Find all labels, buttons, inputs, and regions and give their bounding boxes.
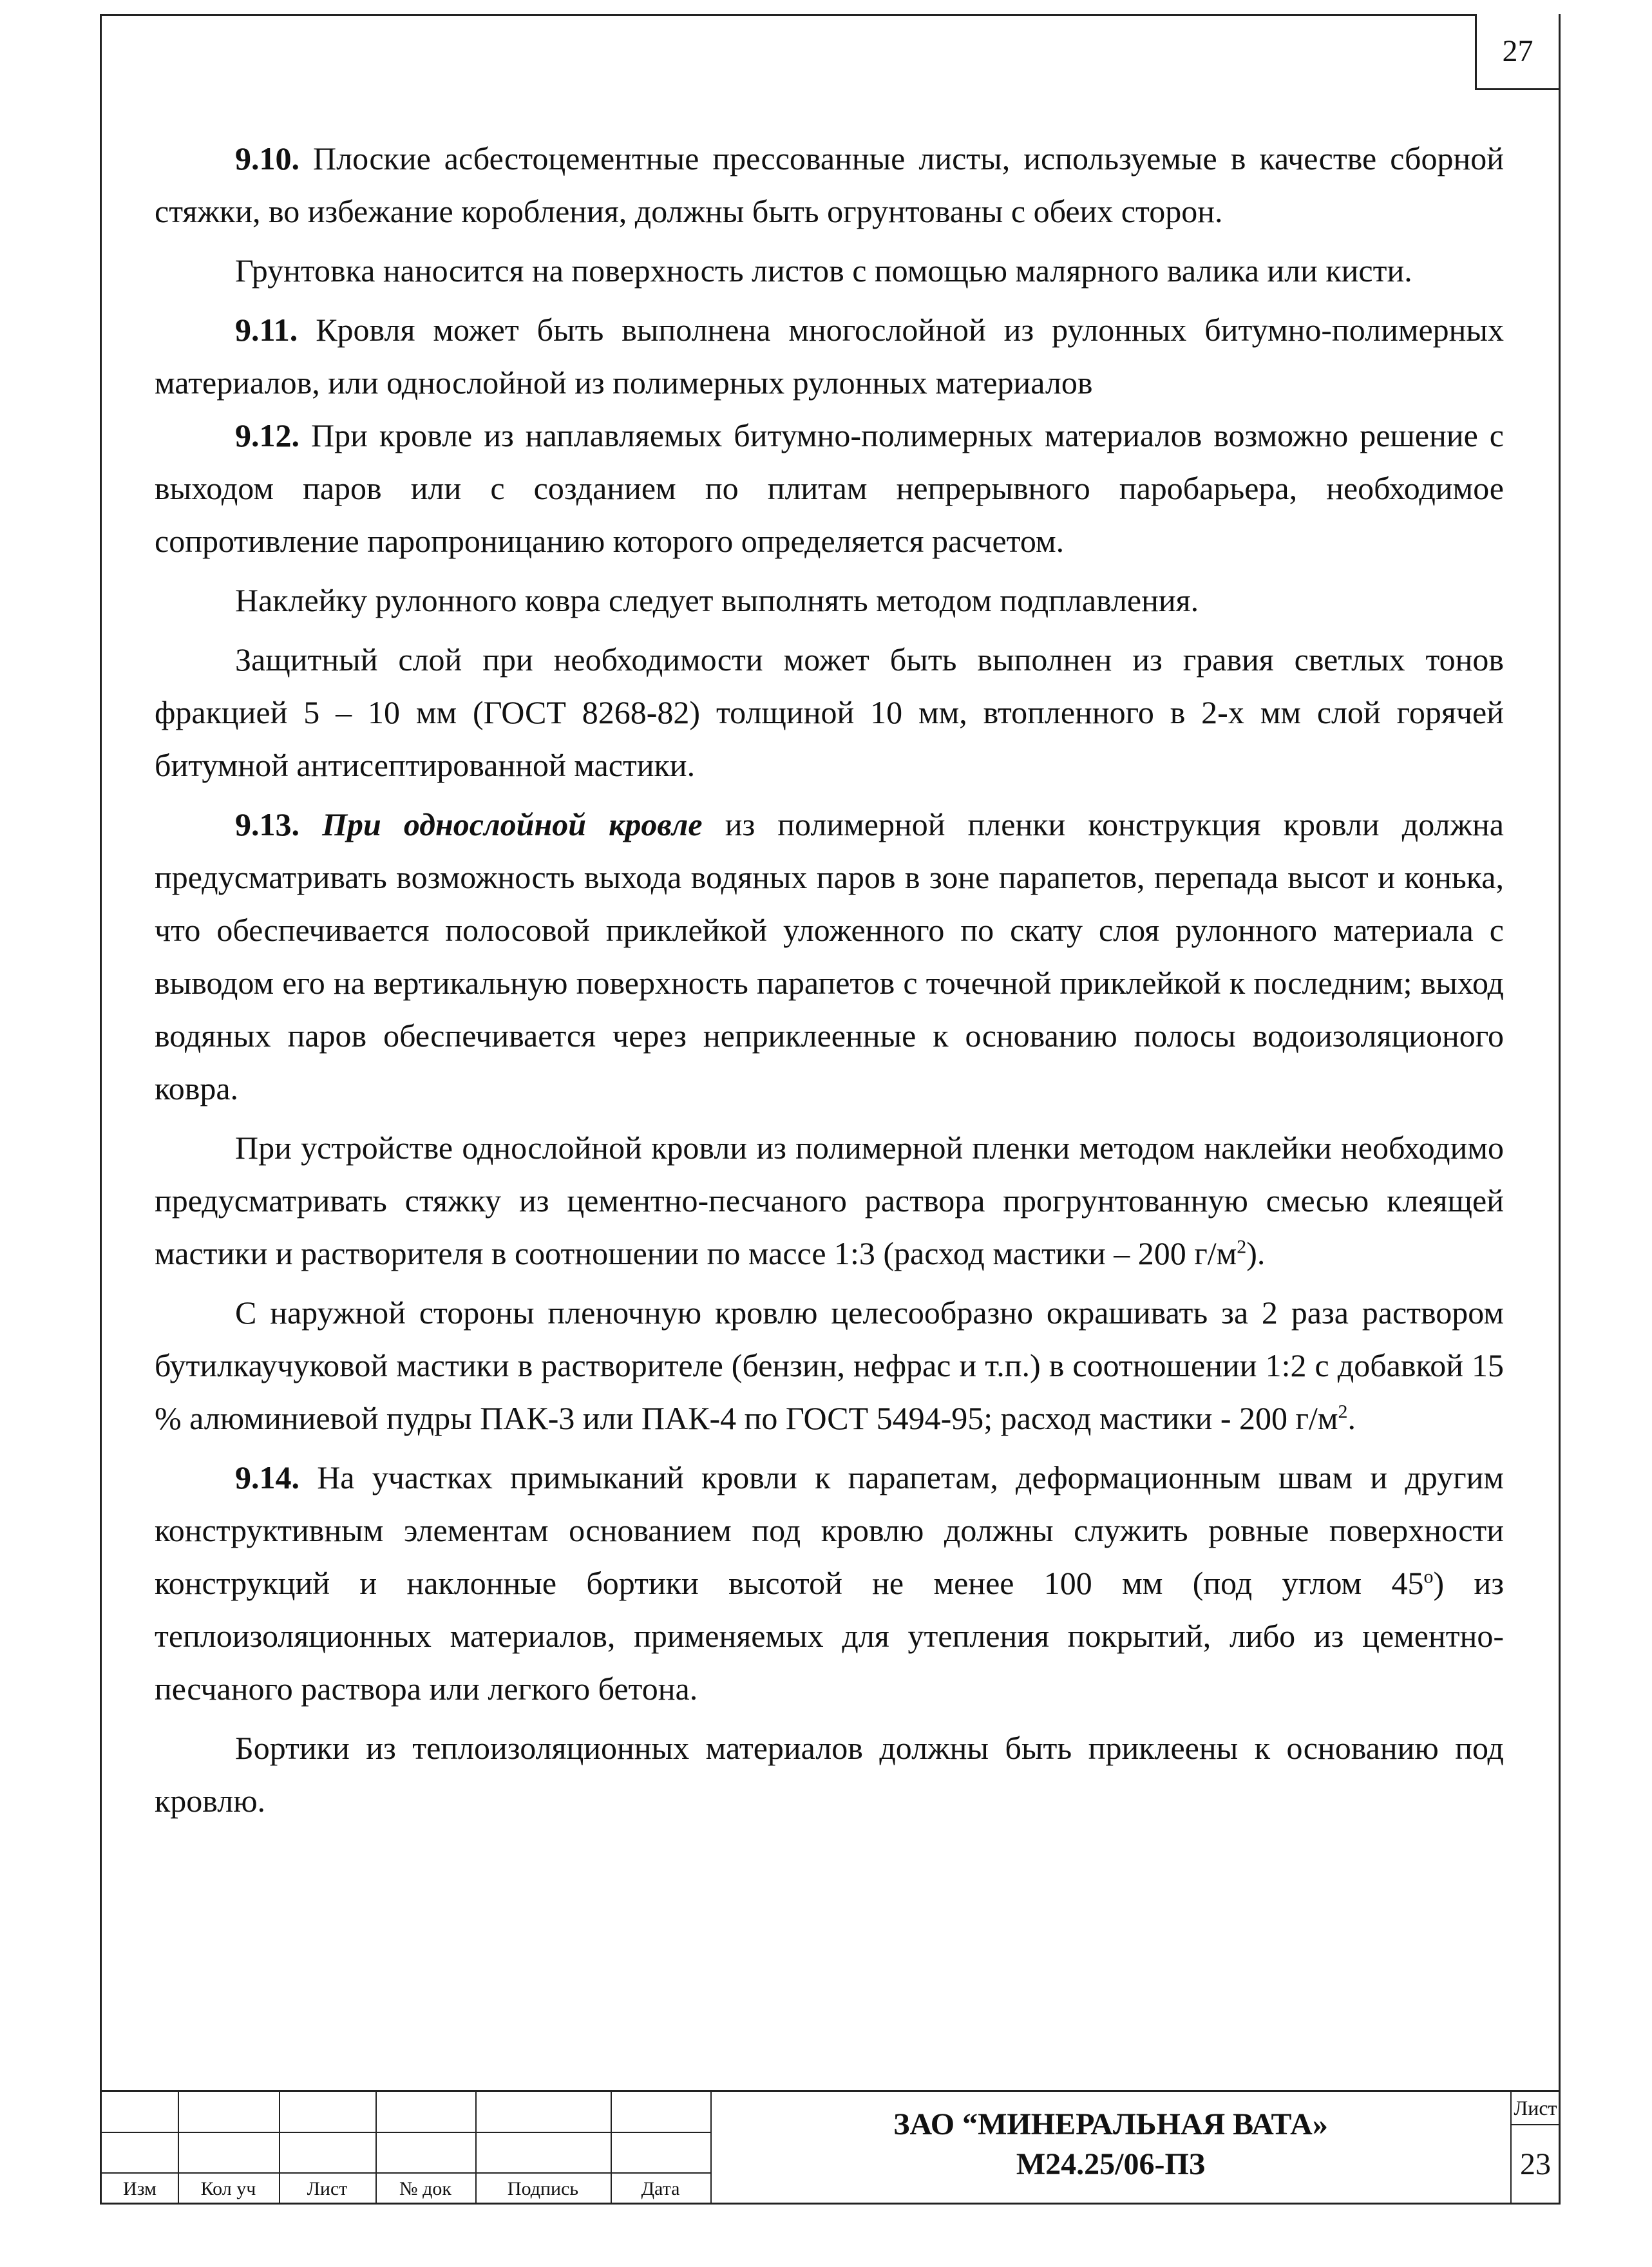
paragraph-text: С наружной стороны пленочную кровлю целесообразно окрашивать за 2 раза раствором бутилкаучуковой мастики в растворителе (бензин, нефрас и т.п.) в соотношении 1:2 с добавкой 15 % алюминиевой пудры ПАК-3 или ПАК-4 по ГОСТ 5494-95; расход мастики - 200 г/м	[155, 1295, 1504, 1436]
paragraph-9-13-c	[155, 1286, 1504, 1445]
paragraph-9-11	[155, 303, 1504, 409]
emphasized-text: При однослойной кровле	[322, 806, 703, 842]
paragraph-tail: ).	[1246, 1235, 1266, 1271]
paragraph-9-13	[155, 798, 1504, 1115]
paragraph-text: При устройстве однослойной кровли из полимерной пленки методом наклейки необходимо предусматривать стяжку из цементно-песчаного раствора прогрунтованную смесью клеящей мастики и растворителя в соотношении по массе 1:3 (расход мастики – 200 г/м	[155, 1130, 1504, 1271]
clause-number: 9.12.	[235, 417, 299, 453]
superscript: 2	[1237, 1236, 1247, 1258]
sheet-label: Лист	[1514, 2096, 1557, 2120]
paragraph-9-12-c	[155, 633, 1504, 792]
paragraph-text: Бортики из теплоизоляционных материалов должны быть приклеены к основанию под кровлю.	[155, 1730, 1504, 1819]
paragraph-text: Наклейку рулонного ковра следует выполнять методом подплавления.	[235, 582, 1199, 618]
paragraph-text: При кровле из наплавляемых битумно-полимерных материалов возможно решение с выходом паров или с созданием по плитам непрерывного паробарьера, необходимое сопротивление паропроницанию которого определяется расчетом.	[155, 417, 1504, 559]
clause-number: 9.10.	[235, 140, 299, 176]
title-block	[100, 2090, 1561, 2205]
stamp-label-list: Лист	[307, 2178, 348, 2199]
paragraph-text: Грунтовка наносится на поверхность листов с помощью малярного валика или кисти.	[235, 252, 1412, 289]
superscript: 2	[1338, 1401, 1348, 1423]
stamp-label-doc: № док	[399, 2178, 451, 2199]
paragraph-text: Защитный слой при необходимости может быть выполнен из гравия светлых тонов фракцией 5 – 10 мм (ГОСТ 8268-82) толщиной 10 мм, втопленного в 2-х мм слой горячей битумной антисептированной мастики.	[155, 641, 1504, 783]
company-name: ЗАО “МИНЕРАЛЬНАЯ ВАТА»	[893, 2107, 1328, 2141]
paragraph-9-13-b	[155, 1121, 1504, 1280]
paragraph-9-12	[155, 409, 1504, 567]
paragraph-9-12-b	[155, 574, 1504, 627]
stamp-label-kol-uch: Кол уч	[200, 2178, 256, 2199]
paragraph-9-10	[155, 132, 1504, 238]
stamp-label-signature: Подпись	[507, 2178, 579, 2199]
clause-number: 9.11.	[235, 312, 298, 348]
paragraph-text: Кровля может быть выполнена многослойной из рулонных битумно-полимерных материалов, или однослойной из полимерных рулонных материалов	[155, 312, 1505, 401]
paragraph-tail: .	[1347, 1400, 1356, 1436]
clause-number: 9.13.	[235, 806, 299, 842]
document-code: М24.25/06-ПЗ	[1016, 2147, 1206, 2181]
top-page-number	[1475, 14, 1559, 90]
paragraph-text: из полимерной пленки конструкция кровли должна предусматривать возможность выхода водяных паров в зоне парапетов, перепада высот и конька, что обеспечивается полосовой приклейкой уложенного по скату слоя рулонного материала с выводом его на вертикальную поверхность парапетов с точечной приклейкой к последним; выход водяных паров обеспечивается через неприклеенные к основанию полосы водоизоляционого ковра.	[155, 806, 1504, 1106]
stamp-row-line	[102, 2132, 710, 2133]
paragraph-9-14-b	[155, 1722, 1504, 1827]
top-page-number-text: 27	[1502, 34, 1533, 68]
paragraph-9-10-b	[155, 244, 1504, 297]
stamp-label-date: Дата	[641, 2178, 680, 2199]
stamp-title	[710, 2105, 1511, 2185]
paragraph-text: Плоские асбестоцементные прессованные листы, используемые в качестве сборной стяжки, во избежание коробления, должны быть огрунтованы с обеих сторон.	[155, 140, 1504, 229]
document-body	[155, 132, 1504, 1827]
stamp-label-izm: Изм	[122, 2178, 157, 2199]
paragraph-tail: ) из теплоизоляционных материалов, применяемых для утепления покрытий, либо из цементно-песчаного раствора или легкого бетона.	[155, 1565, 1504, 1707]
sheet-number: 23	[1520, 2147, 1551, 2181]
paragraph-text: На участках примыканий кровли к парапетам, деформационным швам и другим конструктивным элементам основанием под кровлю должны служить ровные поверхности конструкций и наклонные бортики высотой не менее 100 мм (под углом 45	[155, 1459, 1505, 1601]
paragraph-9-14	[155, 1451, 1504, 1715]
clause-number: 9.14.	[235, 1459, 299, 1495]
superscript: о	[1423, 1566, 1434, 1588]
